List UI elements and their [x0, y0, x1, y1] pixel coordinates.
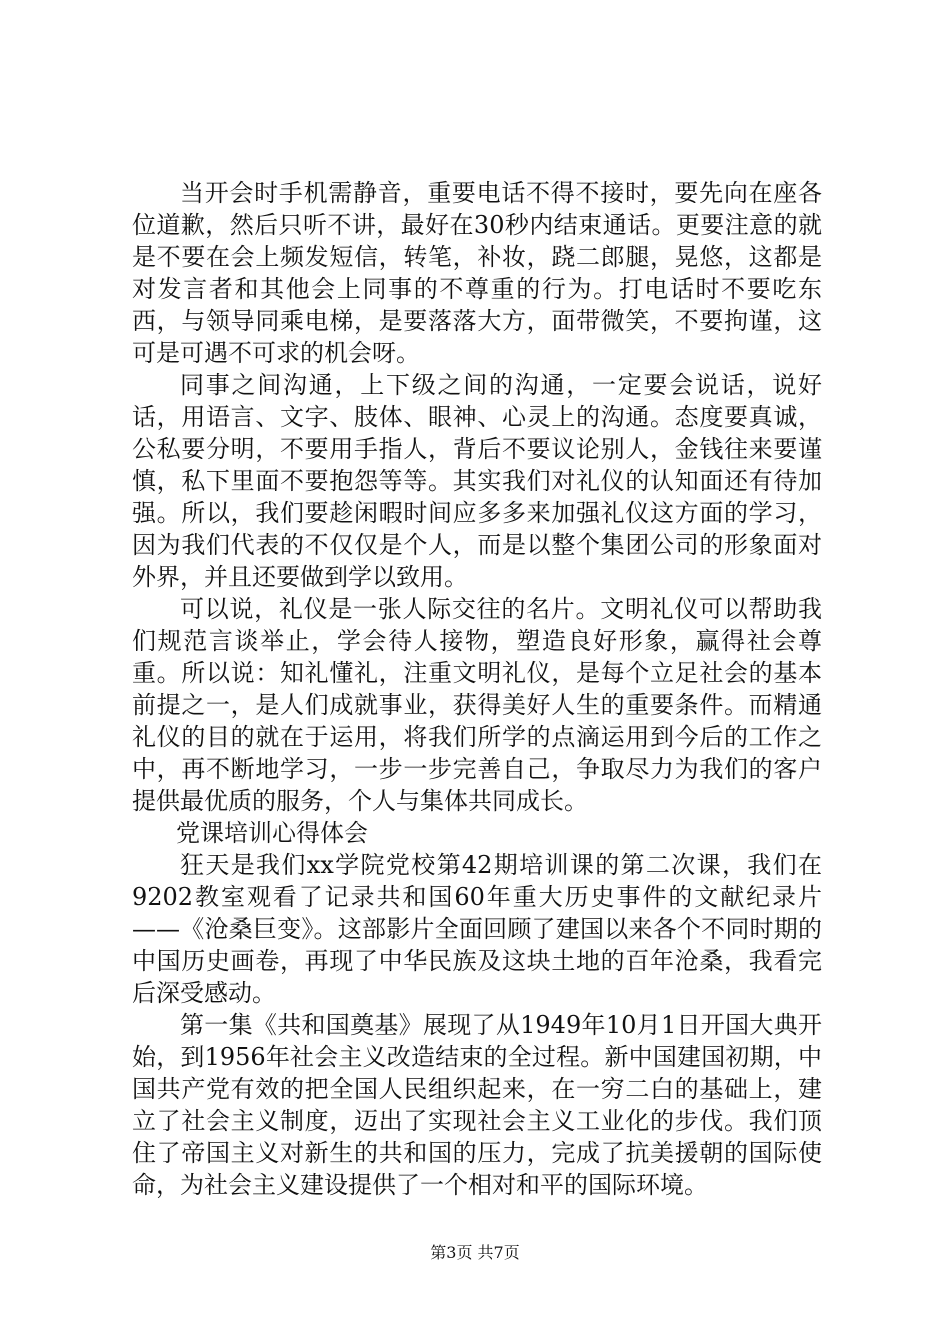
paragraph-etiquette-summary: 可以说，礼仪是一张人际交往的名片。文明礼仪可以帮助我们规范言谈举止，学会待人接物，塑造良好形象，赢得社会尊重。所以说：知礼懂礼，注重文明礼仪，是每个立足社会的基本前提之一，是人们成就事业，获得美好人生的重要条件。而精通礼仪的目的就在于运用，将我们所学的点滴运用到今后的工作之中，再不断地学习，一步一步完善自己，争取尽力为我们的客户提供最优质的服务，个人与集体共同成长。: [132, 595, 822, 815]
paragraph-colleague-communication: 同事之间沟通，上下级之间的沟通，一定要会说话，说好话，用语言、文字、肢体、眼神、心灵上的沟通。态度要真诚，公私要分明，不要用手指人，背后不要议论别人，金钱往来要谨慎，私下里面不要抱怨等等。其实我们对礼仪的认知面还有待加强。所以，我们要趁闲暇时间应多多来加强礼仪这方面的学习，因为我们代表的不仅仅是个人，而是以整个集团公司的形象面对外界，并且还要做到学以致用。: [132, 371, 822, 591]
document-body: [132, 177, 822, 1201]
section-heading: 党课培训心得体会: [176, 819, 368, 847]
paragraph-episode-one: 第一集《共和国奠基》展现了从1949年10月1日开国大典开始，到1956年社会主义改造结束的全过程。新中国建国初期，中国共产党有效的把全国人民组织起来，在一穷二白的基础上，建立了社会主义制度，迈出了实现社会主义工业化的步伐。我们顶住了帝国主义对新生的共和国的压力，完成了抗美援朝的国际使命，为社会主义建设提供了一个相对和平的国际环境。: [132, 1011, 822, 1199]
page-number-footer: 第3页 共7页: [430, 1243, 520, 1262]
paragraph-party-course-intro: 狂天是我们xx学院党校第42期培训课的第二次课，我们在9202教室观看了记录共和国60年重大历史事件的文献纪录片——《沧桑巨变》。这部影片全面回顾了建国以来各个不同时期的中国历史画卷，再现了中华民族及这块土地的百年沧桑，我看完后深受感动。: [132, 851, 822, 1007]
paragraph-meeting-etiquette: 当开会时手机需静音，重要电话不得不接时，要先向在座各位道歉，然后只听不讲，最好在30秒内结束通话。更要注意的就是不要在会上频发短信，转笔，补妆，跷二郎腿，晃悠，这都是对发言者和其他会上同事的不尊重的行为。打电话时不要吃东西，与领导同乘电梯，是要落落大方，面带微笑，不要拘谨，这可是可遇不可求的机会呀。: [132, 179, 822, 367]
